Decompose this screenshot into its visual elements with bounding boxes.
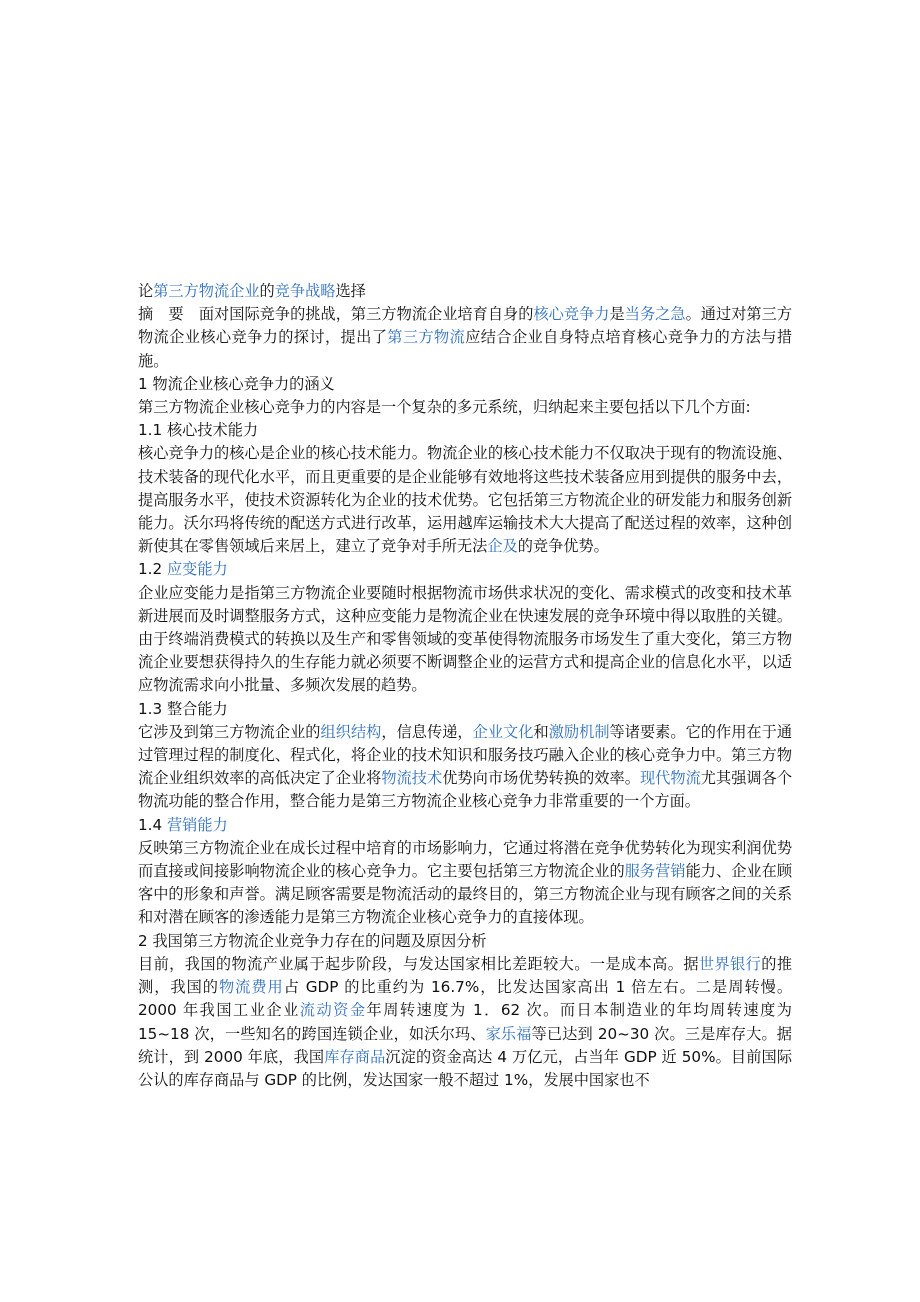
link-inventory-goods[interactable]: 库存商品 (324, 1047, 386, 1066)
link-competitive-strategy[interactable]: 竞争战略 (274, 282, 336, 300)
title-text: 论 (138, 282, 154, 300)
section-1-intro: 第三方物流企业核心竞争力的内容是一个复杂的多元系统，归纳起来主要包括以下几个方面: (138, 398, 751, 417)
section-1-3-paragraph (138, 721, 792, 814)
section-1-heading: 1 物流企业核心竞争力的涵义 (138, 374, 335, 393)
paragraph-text: 核心竞争力的核心是企业的核心技术能力。物流企业的核心技术能力不仅取决于现有的物流设施、技术装备的现代化水平，而且更重要的是企业能够有效地将这些技术装备应用到提供的服务中去，提高服务水平，使技术资源转化为企业的技术优势。它包括第三方物流企业的研发能力和服务创新能力。沃尔玛将传统的配送方式进行改革，运用越库运输技术大大提高了配送过程的效率，这种创新使其在零售领域后来居上，建立了竞争对手所无法 (138, 444, 792, 556)
section-number: 1.4 (138, 815, 167, 834)
section-1-1-paragraph (138, 442, 792, 558)
link-logistics-technology[interactable]: 物流技术 (381, 769, 443, 788)
paragraph-text: 的推测，我国的 (138, 954, 793, 997)
paragraph-text: 年周转速度为 1．62 次。而日本制造业的年均周转速度为 15~18 次，一些知名的跨国连锁企业，如沃尔玛、 (138, 1001, 792, 1043)
section-1-1-heading: 1.1 核心技术能力 (138, 421, 259, 440)
link-corporate-culture[interactable]: 企业文化 (472, 722, 534, 741)
paragraph-text: 目前，我国的物流产业属于起步阶段，与发达国家相比差距较大。一是成本高。据 (138, 954, 699, 973)
link-urgent-task[interactable]: 当务之急 (624, 305, 686, 324)
link-marketing-capability[interactable]: 营销能力 (166, 815, 228, 834)
link-logistics-cost[interactable]: 物流费用 (218, 978, 284, 997)
link-modern-logistics[interactable]: 现代物流 (639, 769, 701, 788)
link-attain[interactable]: 企及 (487, 537, 518, 556)
abstract-paragraph (138, 303, 792, 373)
section-2-heading: 2 我国第三方物流企业竞争力存在的问题及原因分析 (138, 931, 487, 950)
title-text: 的 (259, 282, 275, 300)
section-1-2-paragraph: 企业应变能力是指第三方物流企业要随时根据物流市场供求状况的变化、需求模式的改变和技术革新进展而及时调整服务方式，这种应变能力是物流企业在快速发展的竞争环境中得以取胜的关键。由于终端消费模式的转换以及生产和零售领域的变革使得物流服务市场发生了重大变化，第三方物流企业要想获得持久的生存能力就必须要不断调整企业的运营方式和提高企业的信息化水平，以适应物流需求向小批量、多频次发展的趋势。 (138, 583, 792, 695)
paragraph-text: 等诸要素。它的作用在于通过管理过程的制度化、程式化，将企业的技术知识和服务技巧融入企业的核心竞争力中。第三方物流企业组织效率的高低决定了企业将 (138, 722, 793, 788)
abstract-text: 应结合企业自身特点培育核心竞争力的方法与措施。 (138, 328, 793, 370)
paragraph-text: 能力、企业在顾客中的形象和声誉。满足顾客需要是物流活动的最终目的，第三方物流企业与现有顾客之间的关系和对潜在顾客的渗透能力是第三方物流企业核心竞争力的直接体现。 (138, 862, 793, 927)
link-third-party-logistics[interactable]: 第三方物流 (387, 328, 466, 347)
paragraph-text: 占 GDP 的比重约为 16.7%，比发达国家高出 1 倍左右。二是周转慢。2000 年我国工业企业 (138, 978, 793, 1020)
section-number: 1.2 (138, 560, 167, 579)
document-body (138, 280, 792, 1092)
paragraph-text: 沉淀的资金高达 4 万亿元，占当年 GDP 近 50%。目前国际公认的库存商品与 GDP 的比例，发达国家一般不超过 1%，发展中国家也不 (138, 1047, 793, 1089)
article-title (138, 280, 792, 303)
title-text: 选择 (335, 282, 366, 300)
paragraph-text: 它涉及到第三方物流企业的 (138, 722, 321, 741)
link-service-marketing[interactable]: 服务营销 (624, 862, 686, 881)
abstract-text: 。通过对第三方物流企业核心竞争力的探讨，提出了 (138, 305, 793, 347)
link-core-competence[interactable]: 核心竞争力 (533, 305, 610, 324)
paragraph-text: 的竞争优势。 (517, 537, 609, 556)
link-working-capital[interactable]: 流动资金 (299, 1001, 367, 1020)
link-adaptability[interactable]: 应变能力 (166, 560, 228, 579)
paragraph-text: ，信息传递， (381, 722, 473, 741)
paragraph-text: 优势向市场优势转换的效率。 (442, 769, 640, 788)
link-carrefour[interactable]: 家乐福 (485, 1024, 532, 1043)
section-1-2-heading (138, 558, 792, 581)
abstract-text: 摘 要 面对国际竞争的挑战，第三方物流企业培育自身的 (138, 305, 534, 324)
link-incentive-mechanism[interactable]: 激励机制 (548, 722, 610, 741)
abstract-text: 是 (609, 305, 625, 324)
paragraph-text: 反映第三方物流企业在成长过程中培育的市场影响力，它通过将潜在竞争优势转化为现实利润优势而直接或间接影响物流企业的核心竞争力。它主要包括第三方物流企业的 (138, 838, 792, 881)
link-organizational-structure[interactable]: 组织结构 (320, 722, 382, 741)
section-1-4-paragraph (138, 837, 792, 930)
link-third-party-logistics-enterprise[interactable]: 第三方物流企业 (153, 282, 260, 300)
paragraph-text: 和 (533, 722, 549, 741)
section-2-paragraph (138, 953, 792, 1092)
paragraph-text: 尤其强调各个物流功能的整合作用，整合能力是第三方物流企业核心竞争力非常重要的一个方面。 (138, 769, 793, 811)
paragraph-text: 等已达到 20~30 次。三是库存大。据统计，到 2000 年底，我国 (138, 1024, 792, 1066)
section-1-3-heading: 1.3 整合能力 (138, 699, 228, 718)
link-world-bank[interactable]: 世界银行 (698, 954, 762, 973)
section-1-4-heading (138, 814, 792, 837)
